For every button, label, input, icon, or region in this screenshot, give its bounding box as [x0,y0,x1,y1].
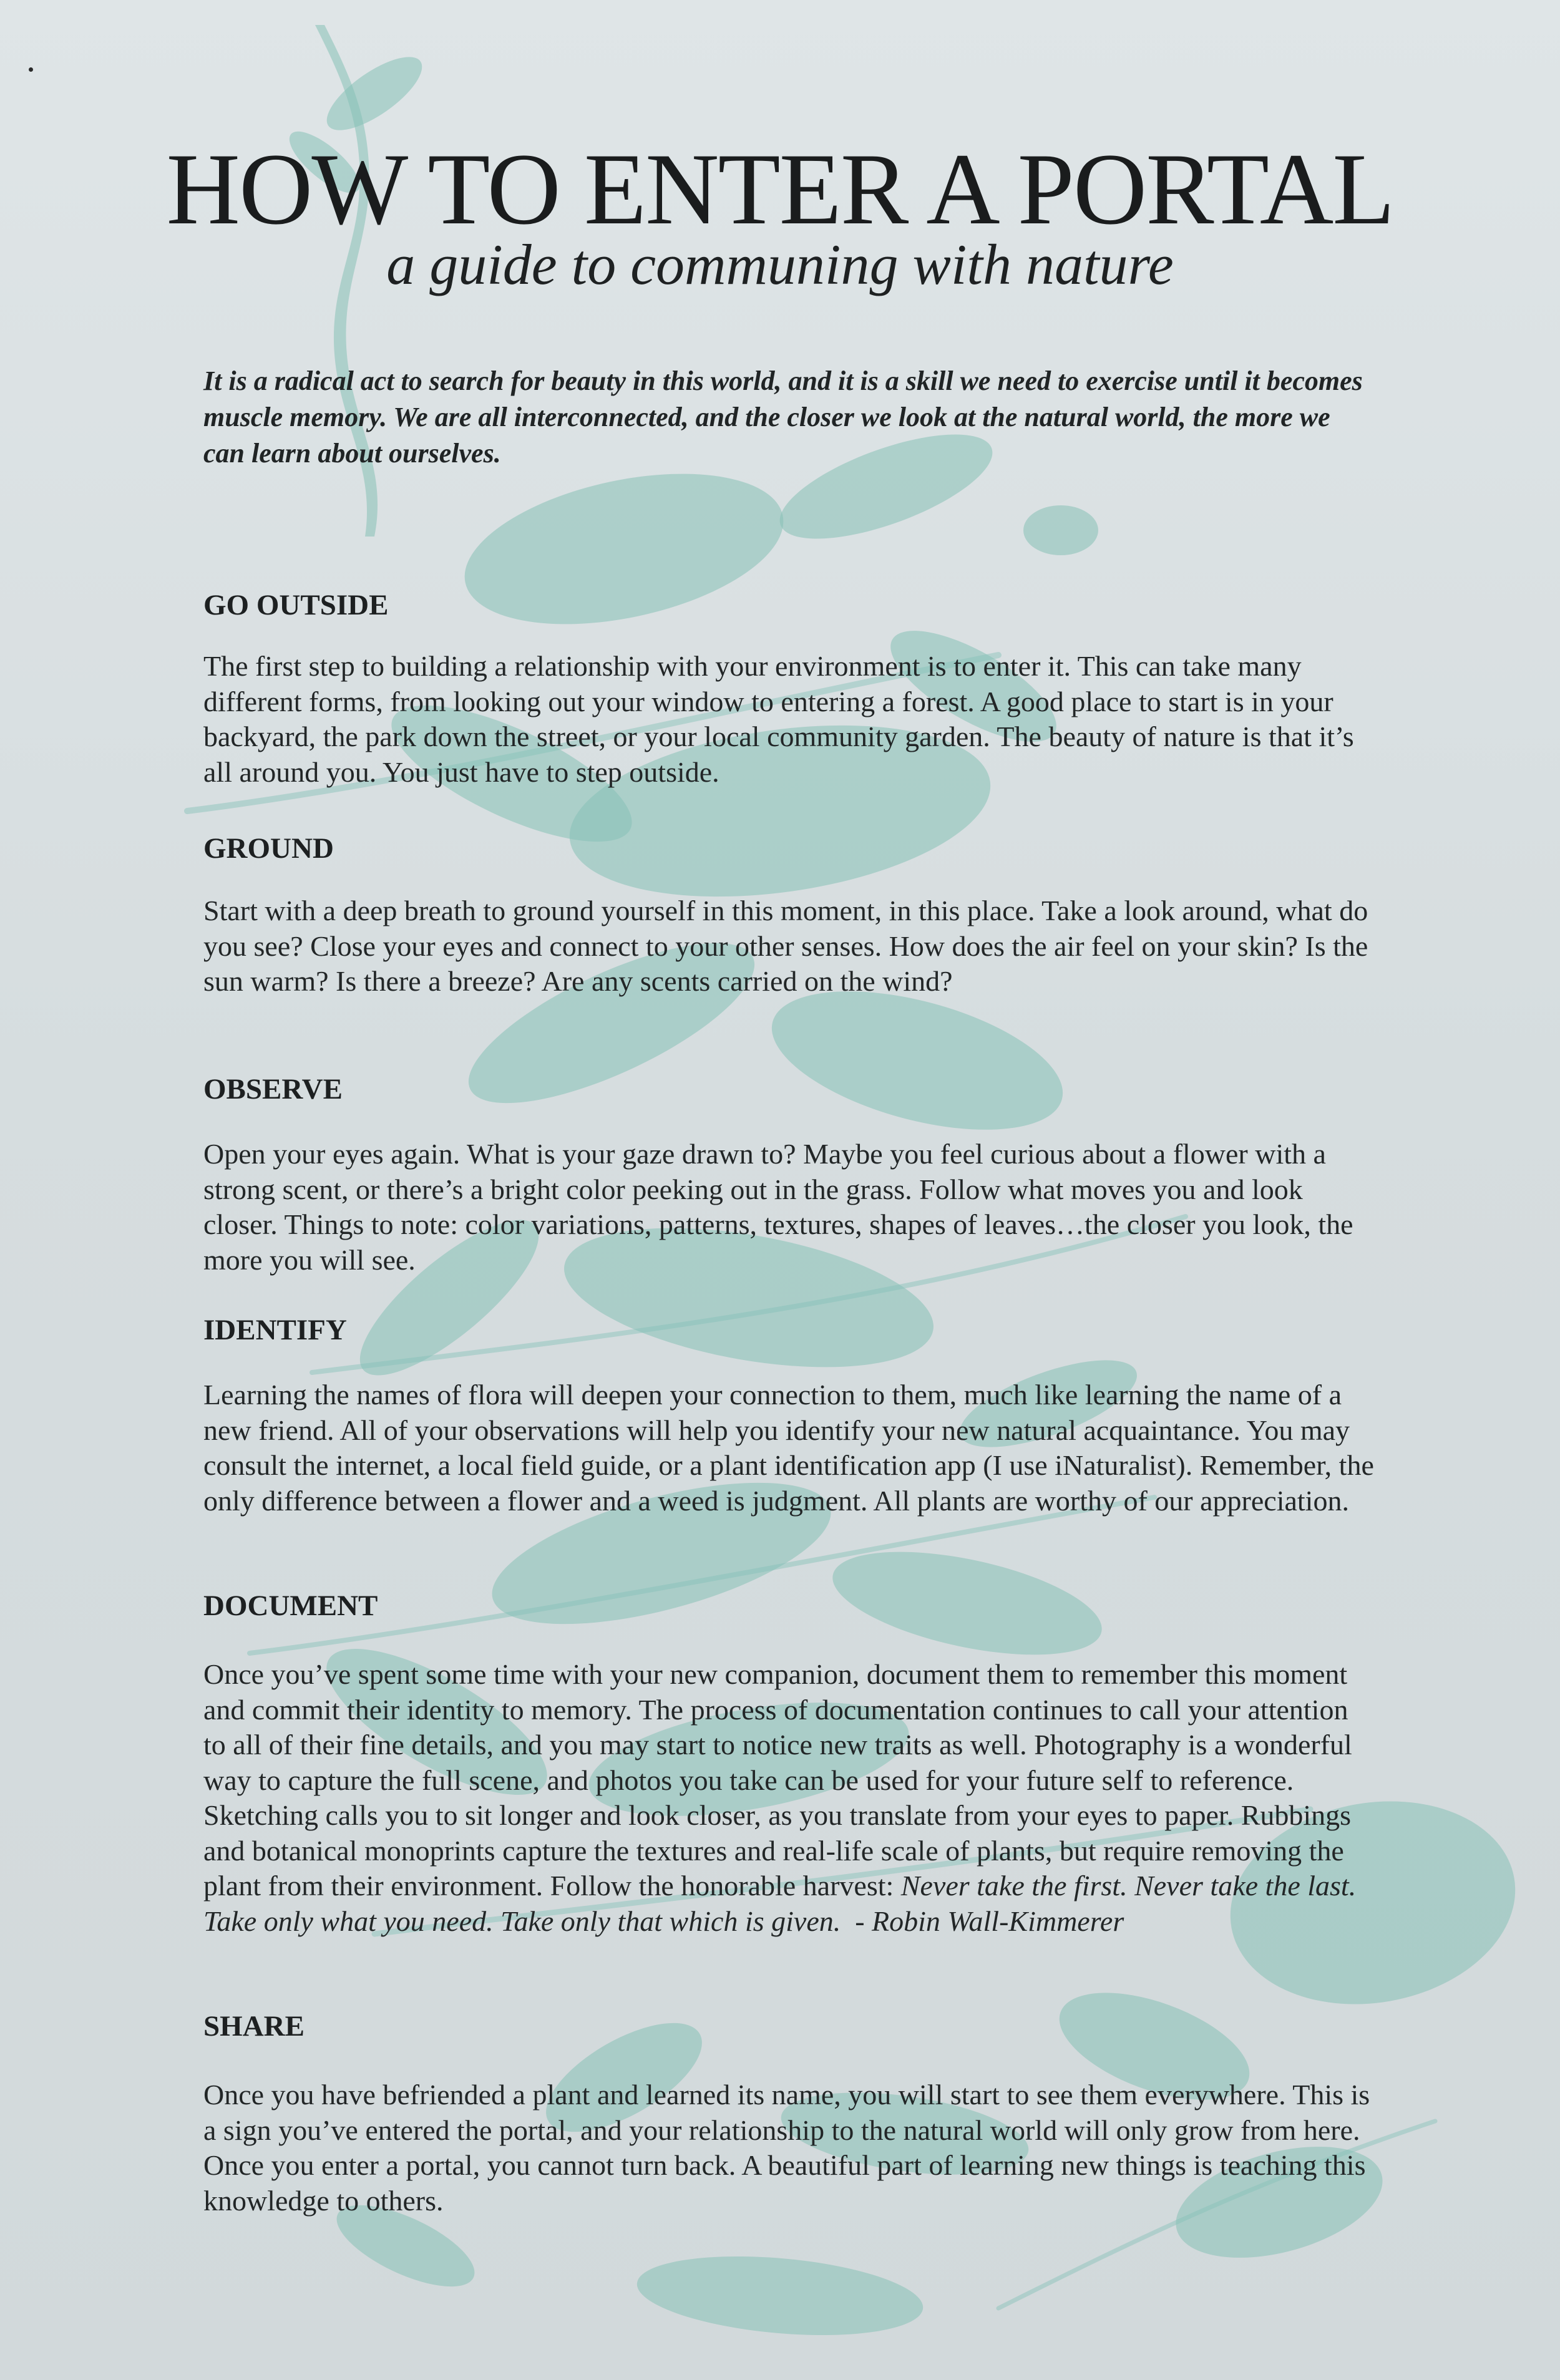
page-subtitle: a guide to communing with nature [386,233,1174,296]
document-body-text: Once you’ve spent some time with your new companion, document them to remember this moment and commit their identity to memory. The process of documentation continues to call your attention to all of their fine details, and you may start to notice new traits as well. Photography is a wonderful way to capture the full scene, and photos you take can be used for your future self to reference. Sketching calls you to sit longer and look closer, as you translate from your eyes to paper. Rubbings and botanical monoprints capture the textures and real-life scale of plants, but require removing the plant from their environment. Follow the honorable harvest: [203,1658,1352,1902]
section-body-ground: Start with a deep breath to ground yourself in this moment, in this place. Take a look around, what do you see? Close your eyes and connect to your other senses. How does the air feel on your skin? Is the sun warm? Is there a breeze? Are any scents carried on the wind? [203,895,1368,997]
section-body-identify: Learning the names of flora will deepen your connection to them, much like learning the name of a new friend. All of your observations will help you identify your new natural acquaintance. You may consult the internet, a local field guide, or a plant identification app (I use iNaturalist). Remember, the only difference between a flower and a weed is judgment. All plants are worthy of our appreciation. [203,1379,1374,1517]
section-heading-document: DOCUMENT [203,1590,378,1622]
quote-attribution: - Robin Wall-Kimmerer [841,1905,1124,1937]
section-body-share: Once you have befriended a plant and learned its name, you will start to see them everywhere. This is a sign you’ve entered the portal, and your relationship to the natural world will only grow from here. Once you enter a portal, you cannot turn back. A beautiful part of learning new things is teaching this knowledge to others. [203,2079,1370,2217]
intro-paragraph: It is a radical act to search for beauty in this world, and it is a skill we need to exercise until it becomes muscle memory. We are all interconnected, and the closer we look at the natural world, the more we can learn about ourselves. [203,366,1363,469]
section-body-observe: Open your eyes again. What is your gaze drawn to? Maybe you feel curious about a flower with a strong scent, or there’s a bright color peeking out in the grass. Follow what moves you and look closer. Things to note: color variations, patterns, textures, shapes of leaves…the closer you look, the more you will see. [203,1138,1353,1276]
section-heading-observe: OBSERVE [203,1073,343,1105]
section-heading-identify: IDENTIFY [203,1314,347,1346]
section-heading-share: SHARE [203,2010,305,2042]
section-heading-ground: GROUND [203,832,334,865]
section-body-go-outside: The first step to building a relationship with your environment is to enter it. This can take many different forms, from looking out your window to entering a forest. A good place to start is in your backyard, the park down the street, or your local community garden. The beauty of nature is that it’s all around you. You just have to step outside. [203,650,1354,788]
page-title: HOW TO ENTER A PORTAL [166,133,1394,246]
honorable-harvest-quote: Never take the first. Never take the last. Take only what you need. Take only that which is given. [203,1870,1357,1937]
speck-mark [29,67,33,72]
section-body-document [203,1657,1377,1939]
section-heading-go-outside: GO OUTSIDE [203,589,389,621]
